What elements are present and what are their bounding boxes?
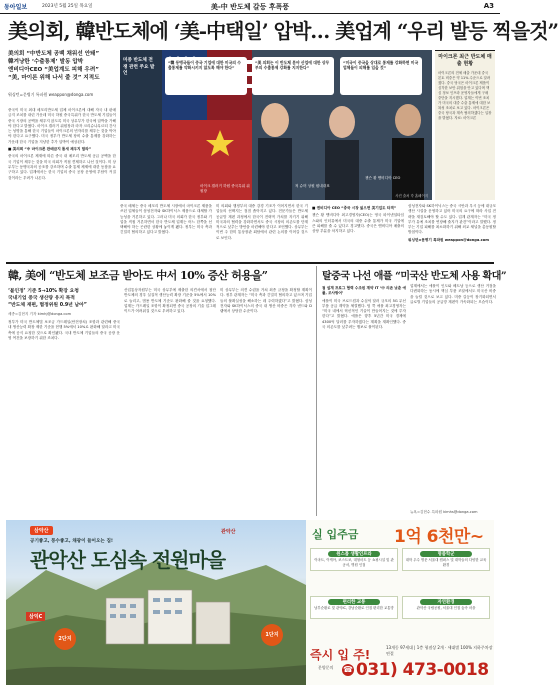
story2-headline: 韓, 美에 “반도체 보조금 받아도 中서 10% 증산 허용을” <box>8 269 268 282</box>
lead-headline: 美의회, 韓반도체에 ‘美-中택일’ 압박… 美업계 “우리 발등 찍을것” <box>8 19 558 43</box>
ad-tag: 삼악산 <box>30 526 53 535</box>
ad-tagline: 공기좋고, 풍수좋고, 채광이 들어오는 집! <box>30 539 113 544</box>
info-box-text: 마이크론의 전체 매출 가운데 중국 본토 비중은 약 11% 수준으로 알려졌다. 중국 당국은 마이크론 제품이 심각한 보안 위험을 안고 있다며 핵심 정보 인프라 운영자들에게 구매 중단을 지시했다. 업계는 이번 조치가 미국의 대중 수출 통제에 대한 보복성 조치로 보고 있다. 마이크론은 중국 당국과 계속 협의하겠다는 입장을 밝혔다. 자료: 마이크론 <box>438 71 492 120</box>
lead-paragraph: 젠슨 황 엔비디아 최고경영자(CEO)는 영국 파이낸셜타임스와의 인터뷰에서 미국의 대중 수출 통제가 미국 기업에 큰 피해를 줄 수 있다고 경고했다. 중국은 엔비디아 매출의 상당 부분을 차지하고 있다. <box>312 213 404 234</box>
story2-subhead-line: “반도체 재편, 협정위원 0.9년 남아” <box>8 303 87 308</box>
story3-body-col1 <box>322 284 406 516</box>
quote-box: “미국이 중국을 상대로 통제를 강화하면 미국 업체들이 피해를 입을 것” <box>340 57 422 95</box>
ad-phone-number: 031) 473-0018 <box>356 660 489 680</box>
lead-byline: 워싱턴=문병기 특파원 weappon@donga.com <box>8 92 94 97</box>
newspaper-logo: 동아일보 <box>4 4 28 11</box>
page-number: A3 <box>483 2 494 10</box>
lead-body-col1 <box>8 108 116 256</box>
ad-complex-badge: 1단지 <box>261 624 283 646</box>
ad-building-label: 삼익C <box>26 612 45 621</box>
lead-paragraph: 중국 매체는 중국 메모리 반도체 시장에서 마이크론 제품을 쓰던 업체들이 삼성전자와 SK하이닉스 제품으로 대체할 가능성을 거론하고 있다. 그러나 미국 의회가 한국 정부와 기업을 직접 거론하면서 한국 반도체 업계는 어느 한쪽을 선택해야 하는 곤란한 상황에 놓이게 됐다. 정부는 미국 측과 긴밀히 협의하고 있다고 밝혔다. <box>120 204 212 235</box>
photo-caption: 젠슨 황 엔비디아 CEO <box>365 176 401 180</box>
photo-caption: 척 슈머 상원 원내대표 <box>295 184 330 188</box>
story2-paragraph: 정부가 미국 반도체법 보조금 가드레일(안전장치) 조항과 관련해 중국 내 생산능력 확장 제한 기준을 현행 5%에서 10%로 완화해 달라고 미국 측에 공식 요청한 것으로 확인됐다. 국내 반도체 기업들의 중국 공장 운영 여건을 보장하기 위한 조치다. <box>8 320 120 340</box>
ad-feature-desc: 남부순환로 및 관악IC, 강남순환로 인접 편리한 교통망 <box>314 606 394 610</box>
info-box <box>435 50 495 200</box>
story3-body-col2 <box>410 284 496 508</box>
quote-box: “美 의회는 이 반도체 분야 산업에 대한 상무부의 수출통제 강화를 지지한다” <box>252 57 334 95</box>
story3-paragraph: 업계에서는 애플이 인도와 베트남 등으로 생산 거점을 다변화하는 동시에 핵심 부품 조달에서도 미국산 비중을 늘릴 것으로 보고 있다. 미중 갈등이 장기화되면서 글로벌 기업들의 공급망 재편이 가속화되는 모습이다. <box>410 284 496 304</box>
section-title: 美-中 반도체 갈등 후폭풍 <box>210 3 290 11</box>
quote-box: “韓 동맹국들이 중국 기업에 대한 미국의 수출통제를 약화시키지 않도록 해야 한다” <box>165 57 247 95</box>
story3-paragraph: 애플이 미국 브로드컴과 수십억 달러 규모의 5G 무선 부품 공급 계약을 체결했다. 팀 쿡 애플 최고경영자는 “미국 내에서 혁신적인 기술이 만들어지는 것에 투자한다”고 밝혔다. 애플은 향후 5년간 미국 경제에 4300억 달러를 투자하겠다는 계획을 재확인했다. 중국 의존도를 낮추려는 행보로 풀이된다. <box>322 298 406 330</box>
lead-body-col2 <box>120 204 212 256</box>
ad-feature-desc: 대학 우수 명문 서울대 캠퍼스 및 대학들의 다양한 교육환경 <box>405 558 487 567</box>
photo-credit: 사진 출처 각 홈페이지 <box>395 194 428 198</box>
story2-paragraph: 미 상무부는 의견 수렴을 거쳐 최종 규정을 확정할 계획이다. 정부 관계자는 “미국 측과 긴밀히 협의하고 있으며 기업들의 불확실성을 해소하는 데 주력하겠다”고 밝혔다. 삼성전자와 SK하이닉스의 중국 내 생산 비중은 각각 낸드와 D램에서 상당한 수준이다. <box>220 288 312 314</box>
lead-subhead <box>8 50 116 82</box>
story2-paragraph: 산업통상자원부는 미국 상무부에 제출한 의견서에서 첨단 반도체의 경우 실질적 생산능력 확장 기준을 5%에서 10%로 늘리고, 범용 반도체 기준도 완화해 줄 것을 요청했다. 업계는 가드레일 조항이 확정되면 중국 공장의 기술 업그레이드가 어려워질 것으로 우려하고 있다. <box>124 288 216 314</box>
story3-intro: 첨 설계 프로그 협력 수조원 계약 IT ‘中 의존 낮춘 애플, 조사방어’ <box>322 286 406 296</box>
ad-feature-title: 원스톱 생활인프라 <box>328 551 380 557</box>
ad-price: 1억 6천만~ <box>394 527 484 547</box>
story2-subhead-line: 국내기업 중국 생산량 유지 목적 <box>8 296 75 301</box>
lead-body-col4 <box>312 204 404 256</box>
lead-paragraph: 중국이 미국 최대 메모리반도체 업체 마이크론에 대해 자국 내 판매 금지 조치를 내린 가운데 미국 하원 중국특위가 한국 반도체 기업들이 중국 시장의 공백을 채우지 않도록 미국 상무부가 한국에 압박을 가해야 한다고 밝혔다. 마이크 갤러거 위원장과 라자 크리슈나무르티 간사는 성명을 통해 한국 기업들이 마이크론의 빈자리를 채우는 것을 막아야 한다고 요구했다. 미국 정부가 반도체 장비 수출 통제를 강화하는 가운데 한국 기업을 겨냥한 추가 압박이 예상된다. <box>8 108 116 144</box>
ad-phone-label: 분양문의 <box>318 665 334 670</box>
column-divider <box>316 266 317 516</box>
ad-move-in-now: 즉시 입 주! <box>310 648 371 662</box>
lead-body-col3 <box>216 204 308 256</box>
ad-brand: 관악산 도심속 전원마을 <box>30 548 226 572</box>
ad-feature-card <box>310 548 398 571</box>
lead-photo <box>120 50 432 200</box>
photo-caption: 마이크 갤러거 하원 중국특위 위원장 <box>200 184 250 193</box>
ad-details-panel <box>306 520 494 685</box>
story2-subhead-line: ‘불인정’ 기준 5→10% 확장 요청 <box>8 289 79 294</box>
lead-paragraph: 미 의회와 행정부의 대중 강경 기조가 이어지면서 한국 기업들의 선택지는 점점 좁아지고 있다. 전문가들은 반도체 공급망 재편 과정에서 한국이 전략적 가치를 지키기 위해 미국과의 협력을 강화하면서도 중국 시장의 의존도를 단계적으로 낮추는 방안을 마련해야 한다고 조언했다. 상무부는 이번 주 한미 통상장관 회담에서 관련 논의를 이어갈 것으로 보인다. <box>216 204 308 240</box>
story2-body-col2 <box>124 288 216 516</box>
phone-icon: ☎ <box>343 665 353 674</box>
story2-body-col3 <box>220 288 312 516</box>
ad-image-panel <box>6 520 306 685</box>
ad-feature-desc: 관악산 국립공원, 서울대 인접 숲속 마을 <box>416 606 476 610</box>
ad-feature-card <box>402 596 490 619</box>
info-box-title: 마이크론 최근 반도체 매출 현황 <box>438 54 492 67</box>
section-divider <box>6 262 494 264</box>
ad-location-label: 관악산 <box>221 529 236 535</box>
lead-crosshead: ■ 엔비디아 CEO “중국 시장 잃으면 美기업도 타격” <box>312 206 397 210</box>
masthead <box>0 0 500 14</box>
lead-continued: 워싱턴=문병기 특파원 weappon@donga.com <box>408 237 490 242</box>
ad-feature-title: 자연환경 <box>420 599 472 605</box>
lead-body-col5 <box>408 204 496 256</box>
ad-feature-title: 명품학군 <box>420 551 472 557</box>
lead-subhead-line: 美의회 “中반도체 공백 채워선 안돼” <box>8 51 100 57</box>
lead-paragraph: 중국의 마이크론 제재에 따른 중국 내 메모리 반도체 공급 공백을 한국 기업이 채우는 것을 미국 의회가 직접 견제하고 나선 것이다. 미 상무부는 동맹국과의 공조를 강조하며 수출 통제 체제에 대한 동참을 요구하고 있다. 업계에서는 한국 기업의 중국 공장 운영에 부담이 커질 것이라는 우려가 나온다. <box>8 154 116 180</box>
real-estate-ad <box>6 520 494 685</box>
story2-byline: 세종=김현지 기자 kimhj@donga.com <box>8 312 72 316</box>
ad-feature-card <box>310 596 398 619</box>
story3-headline: 탈중국 나선 애플 “미국산 반도체 사용 확대” <box>322 271 507 282</box>
story3-byline: 뉴욕=김현수 특파원 kimhs@donga.com <box>410 510 478 514</box>
ad-complex-badge: 2단지 <box>54 628 76 650</box>
issue-date: 2023년 5월 25일 목요일 <box>42 4 93 9</box>
lead-crosshead: ■ 美의회 “中 마이크론 판매금지 틈새 채우지 말라” <box>8 147 92 152</box>
story2-subhead <box>8 288 118 309</box>
photo-side-caption: 미중 반도체 전쟁 관련 주요 발언 <box>123 58 155 76</box>
lead-subhead-line: 韓겨냥한 ‘수출통제’ 발동 압박 <box>8 59 84 65</box>
ad-info: 13개동 97세대 | 1층 형점상 2개 · 세대별 100% 지하주차장 연결 <box>386 645 493 656</box>
lead-subhead-line: “美, 마이론 위해 나서 줄 것” 지적도 <box>8 75 100 81</box>
lead-paragraph: 삼성전자와 SK하이닉스는 중국 시안과 우시 등에 대규모 생산 시설을 운영하고 있어 미국의 요구에 따라 사업 전략을 재검토해야 할 수도 있다. 업계 관계자는 “미국 정부가 유예 조치를 연장해 줄지가 관건”이라고 말했다. 정부는 기업 피해를 최소화하기 위해 외교 채널을 총동원할 방침이다. <box>408 204 496 235</box>
ad-price-label: 실 입주금 <box>312 528 359 541</box>
lead-subhead-line: 엔비디아CEO “美업계도 피해 우려” <box>8 67 99 73</box>
ad-feature-card <box>402 548 490 571</box>
ad-feature-desc: 이마트, 이케아, 코스트코, 대형마트 등 쇼핑시설 및 관공서, 병원 인접 <box>314 558 394 567</box>
story2-body-col1 <box>8 320 120 516</box>
ad-feature-title: 편리한 교통 <box>328 599 380 605</box>
